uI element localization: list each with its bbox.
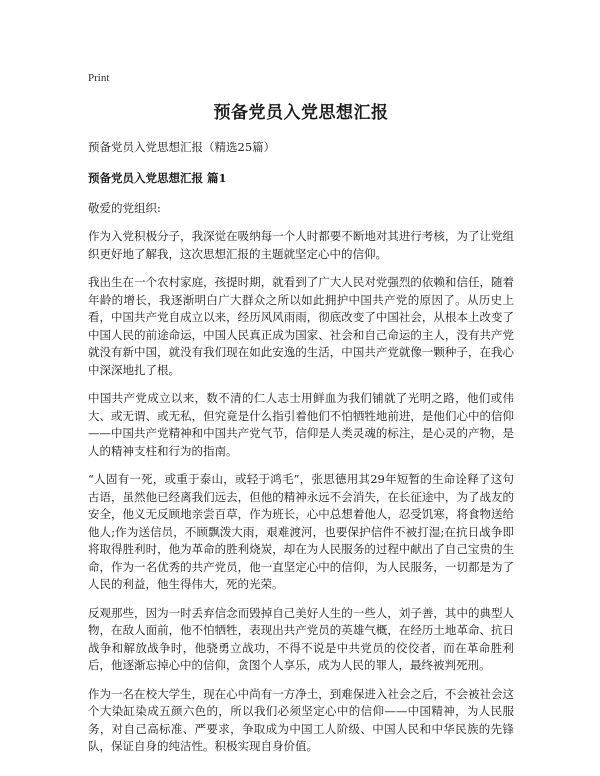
paragraph-3: 中国共产党成立以来，数不清的仁人志士用鲜血为我们铺就了光明之路，他们或伟大、或无谓、或无私，但究竟是什么指引着他们不怕牺牲地前进，是他们心中的信仰——中国共产党精神和中国共产党气节，信仰是人类灵魂的标注，是心灵的产物，是人的精神支柱和行为的指南。 [88,391,514,458]
document-subtitle: 预备党员入党思想汇报（精选25篇） [88,140,276,154]
print-link[interactable]: Print [88,72,110,84]
document-title: 预备党员入党思想汇报 [213,103,389,123]
paragraph-2: 我出生在一个农村家庭，孩提时期，就看到了广大人民对党强烈的依赖和信任，随着年龄的增长，我逐渐明白广大群众之所以如此拥护中国共产党的原因了。从历史上看，中国共产党自成立以来，经历风风雨雨，彻底改变了中国社会，从根本上改变了中国人民的前途命运，中国人民真正成为国家、社会和自己命运的主人，没有共产党就没有新中国，就没有我们现在如此安逸的生活，中国共产党就像一颗种子，在我心中深深地扎了根。 [88,275,514,377]
paragraph-1: 作为入党积极分子，我深觉在吸纳每一个人时都要不断地对其进行考核，为了让党组织更好地了解我，这次思想汇报的主题就坚定心中的信仰。 [88,229,514,261]
paragraph-4: “人固有一死，或重于泰山，或轻于鸿毛”，张思德用其29年短暂的生命诠释了这句古语，虽然他已经离我们远去，但他的精神永远不会消失，在长征途中，为了战友的安全，他义无反顾地亲尝百草，作为班长，心中总想着他人，忍受饥寒，将食物送给他人;作为送信员，不顾飘泼大雨，艰难渡河，也要保护信件不被打湿;在抗日战争即将取得胜利时，他为革命的胜利烧炭，却在为人民服务的过程中献出了自己宝贵的生命，作为一名优秀的共产党员，他一直坚定心中的信仰，为人民服务，一切都是为了人民的利益，他生得伟大，死的光荣。 [88,472,514,591]
greeting-line: 敬爱的党组织: [88,201,161,215]
paragraph-6: 作为一名在校大学生，现在心中尚有一方净土，到难保进入社会之后，不会被社会这个大染缸染成五颜六色的，所以我们必须坚定心中的信仰——中国精神，为人民服务，对自己高标准、严要求，争取成为中国工人阶级、中国人民和中华民族的先锋队，保证自身的纯洁性。积极实现自身价值。 [88,686,514,753]
paragraph-5: 反观那些，因为一时丢弃信念而毁掉自己美好人生的一些人，刘子善，其中的典型人物，在敌人面前，他不怕牺牲，表现出共产党员的英雄气概，在经历土地革命、抗日战争和解放战争时，他骁勇立战功，不得不说是中共党员的佼佼者，而在革命胜利后，他逐渐忘掉心中的信仰，贪图个人享乐，成为人民的罪人，最终被判死刑。 [88,605,514,672]
section-heading: 预备党员入党思想汇报 篇1 [88,171,227,185]
